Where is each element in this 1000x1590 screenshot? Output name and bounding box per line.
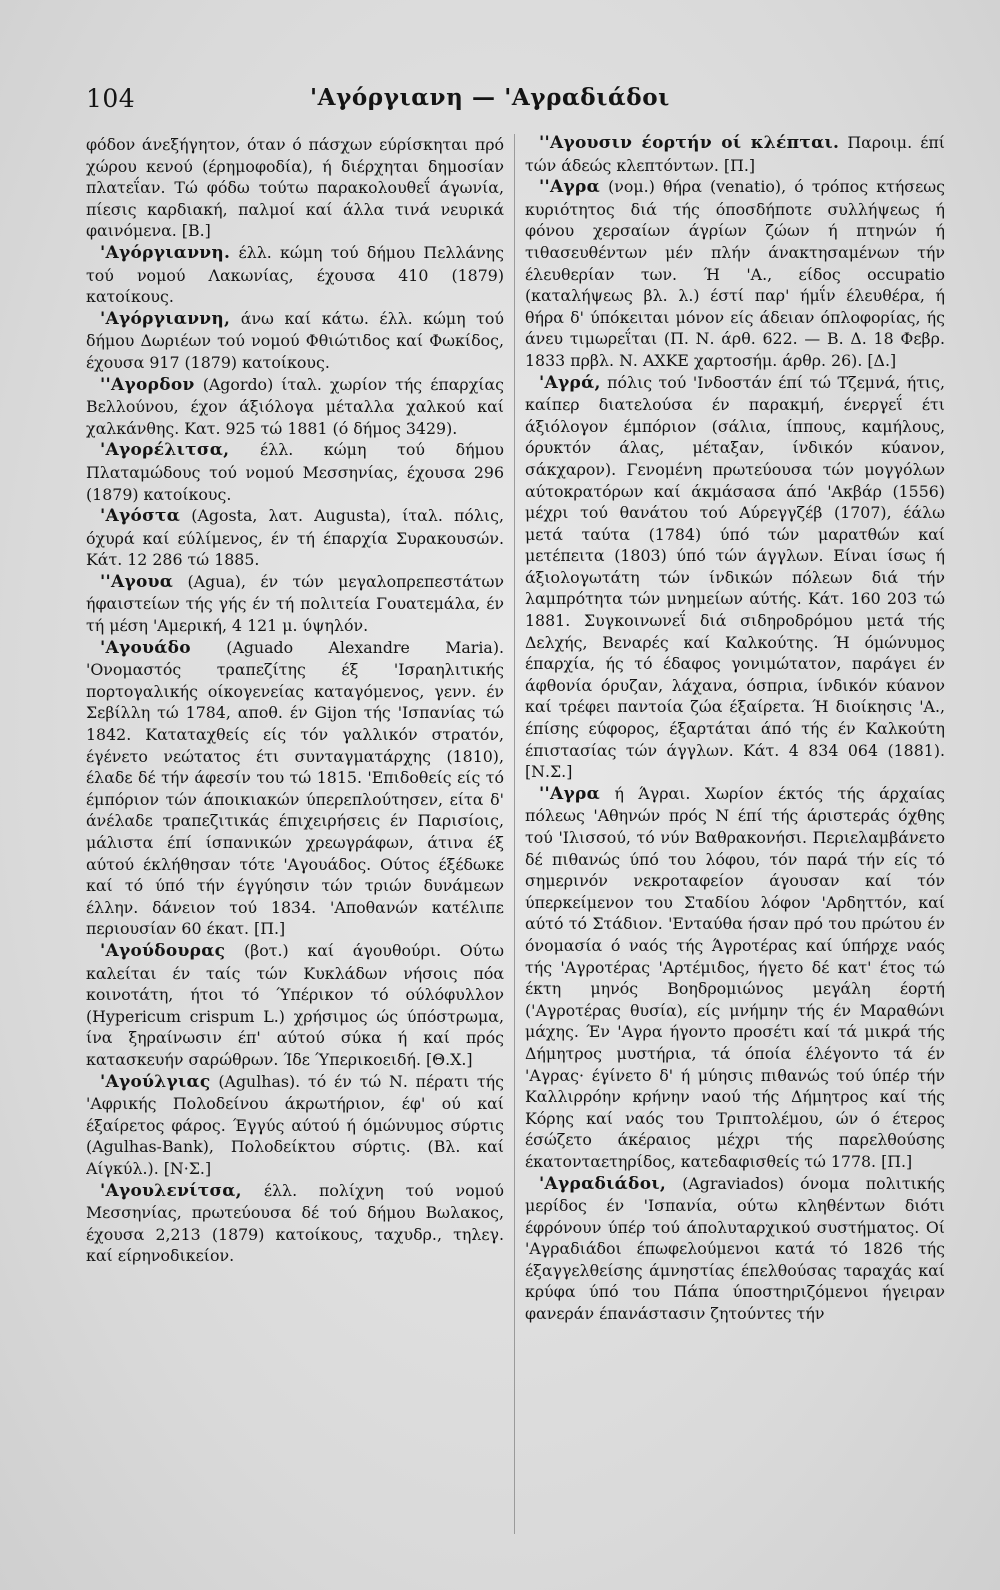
entry-text: πόλις τού 'Ινδοστάν έπί τώ Τζεμνά, ήτις, καίπερ διατελούσα έν παρακμή, ένεργεΐ έτι άξιόλογον έμπόριον (σάλια, ίππους, καμήλους, όρυκτόν άλας, μέταξαν, ίνδικόν κύανον, σάκχαρον). Γενομένη πρωτεύουσα τών μογγόλων αύτοκρατόρων καί άκμάσασα άπό 'Ακβάρ (1556) μέχρι τού θανάτου τού Αύρεγγζέβ (1707), έάλω μετά ταύτα (1784) ύπό τών μαρατθών καί μετέπειτα (1803) ύπό τών άγγλων. Είναι ίσως ή άξιολογωτάτη τών ίνδικών πόλεων διά τήν λαμπρότητα τών μνημείων αύτής. Κάτ. 160 203 τώ 1881. Συγκοινωνεΐ διά σιδηροδρόμου μετά τής Δελχής, Βεναρές καί Καλκούτης. Ή όμώνυμος έπαρχία, ής τό έδαφος γονιμώτατον, παράγει έν άφθονία όρυζαν, λάχανα, όσπρια, ίνδικόν κύανον καί τρέφει παντοία ζώα έξαίρετα. Ή διοίκησις 'Α., έπίσης εύφορος, έξαρτάται άπό τής έν Καλκούτη έπιστασίας τών άγγλων. Κάτ. 4 834 064 (1881). [Ν.Σ.] — [525, 372, 945, 782]
dictionary-entry — [86, 439, 504, 505]
entry-headword: 'Αγούλγιας — [100, 1071, 211, 1092]
entry-text: (Agua), έν τών μεγαλοπρεπεστάτων ήφαιστείων τής γής έν τή πολιτεία Γουατεμάλα, έν τή μέση 'Αμερική, 4 121 μ. ύψηλόν. — [86, 571, 504, 636]
entry-text: (βοτ.) καί άγουθούρι. Ούτω καλείται έν ταίς τών Κυκλάδων νήσοις πόα κοινοτάτη, ήτοι τό Ύπέρικον τό ούλόφυλλον (Hypericum crispum L.) χρήσιμος ώς ύπόστρωμα, ίνα ξηραίνωσιν έπ' αύτού σύκα ή καί πρός κατασκευήν σαρώθρων. Ίδε Ύπερικοειδή. [Θ.Χ.] — [86, 940, 504, 1069]
dictionary-entry — [86, 940, 504, 1071]
entry-text: ή Άγραι. Χωρίον έκτός τής άρχαίας πόλεως 'Αθηνών πρός Ν έπί τής άριστεράς όχθης τού 'Ιλισσού, τό νύν Βαθρακονήσι. Περιελαμβάνετο δέ πιθανώς ύπό του λόφου, τόν παρά τήν είς τό σημερινόν νεκροταφείον άγουσαν καί τόν ύπερκείμενον του Σταδίου λόφον 'Αρδηττόν, καί αύτό τό Στάδιον. 'Ενταύθα ήσαν πρό του πρώτου έν όνομασία ό ναός τής Άγροτέρας καί ύπήρχε ναός τής 'Αγροτέρας 'Αρτέμιδος, ήγετο δέ κατ' έτος τώ έκτη μηνός Βοηδρομιώνος μεγάλη έορτή ('Αγροτέρας θυσία), είς μνήμην τής έν Μαραθώνι μάχης. Έν 'Αγρα ήγοντο προσέτι καί τά μικρά τής Δήμητρος μυστήρια, τά όποία έλέγοντο τά έν 'Αγρας· έγίνετο δ' ή μύησις πιθανώς τού ύπέρ τήν Καλλιρρόην κρήνην ναού τής Δήμητρος καί τής Κόρης καί ναός του Τριπτολέμου, ών ό έτερος έσώζετο άκέραιος μέχρι τής παρελθούσης έκατονταετηρίδος, κατεδαφισθείς τώ 1778. [Π.] — [525, 783, 945, 1171]
dictionary-entry — [86, 374, 504, 440]
entry-headword: 'Αγουλενίτσα, — [100, 1180, 242, 1201]
entry-text: Παροιμ. έπί τών άδεώς κλεπτόντων. [Π.] — [525, 133, 945, 175]
dictionary-entry — [525, 783, 945, 1173]
running-head: 'Αγόργιανη — 'Αγραδιάδοι — [310, 84, 670, 111]
entry-headword: 'Αγρά, — [539, 372, 601, 393]
entry-headword: 'Αγορέλιτσα, — [100, 440, 230, 461]
entry-headword: ''Αγουσιν έορτήν οί κλέπται. — [539, 133, 840, 153]
dictionary-entry — [525, 372, 945, 783]
dictionary-entry — [86, 242, 504, 308]
entry-text: (Agulhas). τό έν τώ Ν. πέρατι τής 'Αφρικής Πολοδείνου άκρωτήριον, έφ' ού καί έξαίρετος φάρος. Έγγύς αύτού ή όμώνυμος σύρτις (Agulhas-Bank), Πολοδείκτου σύρτις. (Βλ. καί Αίγκύλ.). [Ν·Σ.] — [86, 1071, 504, 1178]
entry-headword: 'Αγόργιαννη. — [100, 242, 231, 263]
column-divider — [514, 134, 515, 1534]
entry-text: έλλ. κώμη τού δήμου Πλαταμώδους τού νομού Μεσσηνίας, έχουσα 296 (1879) κατοίκους. — [86, 440, 504, 504]
entry-headword: 'Αγούδουρας — [100, 940, 226, 961]
entry-text: (Aguado Alexandre Maria). 'Ονομαστός τραπεζίτης έξ 'Ισραηλιτικής πορτογαλικής οίκογενείας καταγόμενος, γενν. έν Σεβίλλη τώ 1784, αποθ. έν Gijon τής 'Ισπανίας τώ 1842. Καταταχθείς είς τόν γαλλικόν στρατόν, έγένετο νεώτατος έτι συνταγματάρχης (1810), έλαδε δέ τήν άφεσίν του τώ 1815. 'Επιδοθείς είς τό έμπόριον τών άποικιακών ύπερεπλούτησεν, είτα δ' άνέλαδε τραπεζιτικάς έπιχειρήσεις έν Παρισίοις, μάλιστα έπί ίσπανικών χρεωγράφων, άτινα έξ αύτού έκλήθησαν τότε 'Αγουάδος. Ούτος έξέδωκε καί τό ύπό τήν έγγύησιν τών τριών δυνάμεων έλλην. δάνειον τού 1834. 'Αποθανών κατέλιπε περιουσίαν 60 έκατ. [Π.] — [86, 637, 504, 939]
entry-headword: ''Αγρα — [539, 177, 601, 198]
entry-text: έλλ. πολίχνη τού νομού Μεσσηνίας, πρωτεύουσα δέ τού δήμου Βωλακος, έχουσα 2,213 (1879) κατοίκους, ταχυδρ., τηλεγ. καί είρηνοδικείον. — [86, 1180, 504, 1266]
page-number: 104 — [86, 84, 136, 113]
dictionary-entry — [525, 176, 945, 371]
entry-headword: 'Αγόργιαννη, — [100, 308, 231, 329]
dictionary-entry — [525, 132, 945, 176]
entry-text: (Agordo) ίταλ. χωρίον τής έπαρχίας Βελλούνου, έχον άξιόλογα μέταλλα χαλκού καί χαλκάνθης. Κατ. 925 τώ 1881 (ό δήμος 3429). — [86, 374, 504, 438]
dictionary-entry — [86, 1180, 504, 1267]
right-column — [525, 132, 945, 1552]
entry-headword: ''Αγουα — [100, 571, 174, 592]
dictionary-entry — [86, 134, 504, 242]
dictionary-entry — [525, 1173, 945, 1325]
entry-text: (Agosta, λατ. Augusta), ίταλ. πόλις, όχυρά καί εύλίμενος, έν τή έπαρχία Συρακουσών. Κάτ. 12 286 τώ 1885. — [86, 506, 504, 570]
entry-headword: 'Αγουάδο — [100, 637, 191, 658]
entry-text: άνω καί κάτω. έλλ. κώμη τού δήμου Δωριέων τού νομού Φθιώτιδος καί Φωκίδος, έχουσα 917 (1879) κατοίκους. — [86, 308, 504, 372]
entry-headword: 'Αγραδιάδοι, — [539, 1173, 667, 1194]
entry-text: φόδον άνεξήγητον, όταν ό πάσχων εύρίσκηται πρό χώρου κενού (έρημοφοδία), ή διέρχηται δημοσίαν πλατεΐαν. Τώ φόδω τούτω παρακολουθεΐ άγωνία, πίεσις καρδιακή, παλμοί καί άλλα τινά νευρικά φαινόμενα. [Β.] — [86, 135, 504, 241]
entry-headword: ''Αγορδον — [100, 374, 195, 395]
entry-headword: 'Αγόστα — [100, 506, 181, 527]
entry-text: (νομ.) θήρα (venatio), ό τρόπος κτήσεως κυριότητος διά τής όποσδήποτε συλλήψεως ή φόνου χερσαίων άγρίων ζώων ή πτηνών ή τιθασευθέντων μέν πλήν άνακτησαμένων τήν έλευθερίαν των. Ή 'Α., είδος occupatio (καταλήψεως βλ. λ.) έστί παρ' ήμΐν έλευθέρα, ή θήρα δ' ύπόκειται μόνον είς άδειαν όπλοφορίας, ής άνευ τιμωρεΐται (Π. Ν. άρθ. 622. — Β. Δ. 18 Φεβρ. 1833 πρβλ. Ν. ΑΧΚΕ χαρτοσήμ. άρθρ. 26). [Δ.] — [525, 177, 945, 370]
entry-headword: ''Αγρα — [539, 783, 601, 804]
dictionary-entry — [86, 571, 504, 637]
dictionary-entry — [86, 308, 504, 374]
left-column — [86, 134, 504, 1554]
dictionary-entry — [86, 1071, 504, 1180]
entry-text: (Agraviados) όνομα πολιτικής μερίδος έν 'Ισπανία, ούτω κληθέντων διότι έφρόνουν ύπέρ τού άπολυταρχικού συστήματος. Οί 'Αγραδιάδοι έπωφελούμενοι κατά τό 1826 τής έξαγγελθείσης άμνηστίας έπελθούσας ταραχάς καί κρύφα ύπό του Πάπα ύποστηριζόμενοι ήγειραν φανεράν έπανάστασιν ζητούντες τήν — [525, 1173, 945, 1324]
dictionary-entry — [86, 505, 504, 571]
dictionary-entry — [86, 637, 504, 940]
entry-text: έλλ. κώμη τού δήμου Πελλάνης τού νομού Λακωνίας, έχουσα 410 (1879) κατοίκους. — [86, 242, 504, 307]
